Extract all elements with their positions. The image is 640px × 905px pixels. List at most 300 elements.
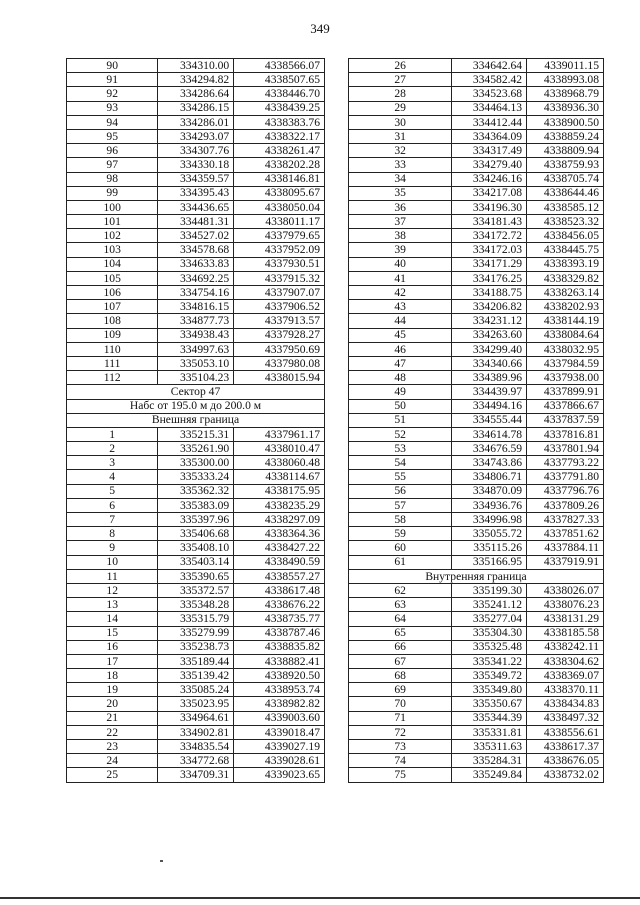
point-number: 1 [67, 427, 158, 441]
x-coordinate: 334464.13 [452, 101, 527, 115]
point-number: 61 [349, 555, 452, 569]
y-coordinate: 4338010.47 [234, 442, 325, 456]
x-coordinate: 335348.28 [158, 598, 234, 612]
sector-title-row [67, 385, 325, 399]
table-row [349, 527, 604, 541]
x-coordinate: 334582.42 [452, 73, 527, 87]
y-coordinate: 4338084.64 [527, 328, 604, 342]
table-row [349, 456, 604, 470]
x-coordinate: 334692.25 [158, 271, 234, 285]
point-number: 56 [349, 484, 452, 498]
point-number: 48 [349, 371, 452, 385]
y-coordinate: 4338617.37 [527, 740, 604, 754]
page-number: 349 [310, 21, 330, 36]
x-coordinate: 334172.72 [452, 229, 527, 243]
point-number: 105 [67, 271, 158, 285]
table-row [67, 314, 325, 328]
x-coordinate: 334389.96 [452, 371, 527, 385]
table-row [67, 229, 325, 243]
table-row [67, 711, 325, 725]
y-coordinate: 4338369.07 [527, 669, 604, 683]
table-row [67, 484, 325, 498]
table-row [349, 555, 604, 569]
sector-subtitle: Набс от 195.0 м до 200.0 м [67, 399, 325, 413]
table-row [67, 73, 325, 87]
y-coordinate: 4337791.80 [527, 470, 604, 484]
left-coordinates-table [66, 58, 325, 783]
y-coordinate: 4338920.50 [234, 669, 325, 683]
point-number: 9 [67, 541, 158, 555]
point-number: 100 [67, 200, 158, 214]
y-coordinate: 4338261.47 [234, 144, 325, 158]
y-coordinate: 4338900.50 [527, 115, 604, 129]
point-number: 90 [67, 59, 158, 73]
y-coordinate: 4339003.60 [234, 711, 325, 725]
x-coordinate: 335403.14 [158, 555, 234, 569]
table-row [349, 598, 604, 612]
x-coordinate: 335331.81 [452, 725, 527, 739]
y-coordinate: 4338370.11 [527, 683, 604, 697]
point-number: 72 [349, 725, 452, 739]
x-coordinate: 334294.82 [158, 73, 234, 87]
y-coordinate: 4338329.82 [527, 271, 604, 285]
point-number: 95 [67, 129, 158, 143]
table-row [67, 442, 325, 456]
point-number: 40 [349, 257, 452, 271]
point-number: 91 [67, 73, 158, 87]
point-number: 11 [67, 569, 158, 583]
x-coordinate: 334997.63 [158, 342, 234, 356]
table-row [67, 754, 325, 768]
table-row [67, 612, 325, 626]
table-row [349, 59, 604, 73]
x-coordinate: 335189.44 [158, 654, 234, 668]
point-number: 16 [67, 640, 158, 654]
x-coordinate: 335284.31 [452, 754, 527, 768]
table-row [349, 470, 604, 484]
table-row [349, 399, 604, 413]
point-number: 21 [67, 711, 158, 725]
y-coordinate: 4337796.76 [527, 484, 604, 498]
x-coordinate: 334996.98 [452, 513, 527, 527]
x-coordinate: 334902.81 [158, 725, 234, 739]
point-number: 44 [349, 314, 452, 328]
table-row [349, 172, 604, 186]
x-coordinate: 334279.40 [452, 158, 527, 172]
y-coordinate: 4338835.82 [234, 640, 325, 654]
point-number: 39 [349, 243, 452, 257]
x-coordinate: 334317.49 [452, 144, 527, 158]
point-number: 37 [349, 215, 452, 229]
y-coordinate: 4337919.91 [527, 555, 604, 569]
x-coordinate: 334614.78 [452, 427, 527, 441]
point-number: 107 [67, 300, 158, 314]
y-coordinate: 4337899.91 [527, 385, 604, 399]
y-coordinate: 4338732.02 [527, 768, 604, 782]
x-coordinate: 334340.66 [452, 356, 527, 370]
x-coordinate: 334286.64 [158, 87, 234, 101]
y-coordinate: 4338936.30 [527, 101, 604, 115]
table-row [67, 470, 325, 484]
x-coordinate: 334246.16 [452, 172, 527, 186]
x-coordinate: 335390.65 [158, 569, 234, 583]
y-coordinate: 4338859.24 [527, 129, 604, 143]
point-number: 53 [349, 442, 452, 456]
table-row [349, 215, 604, 229]
x-coordinate: 335406.68 [158, 527, 234, 541]
table-row [67, 101, 325, 115]
point-number: 65 [349, 626, 452, 640]
y-coordinate: 4338523.32 [527, 215, 604, 229]
x-coordinate: 334436.65 [158, 200, 234, 214]
point-number: 109 [67, 328, 158, 342]
table-row [67, 697, 325, 711]
x-coordinate: 334181.43 [452, 215, 527, 229]
y-coordinate: 4337938.00 [527, 371, 604, 385]
table-row [349, 654, 604, 668]
table-row [67, 257, 325, 271]
point-number: 106 [67, 286, 158, 300]
point-number: 7 [67, 513, 158, 527]
x-coordinate: 335199.30 [452, 583, 527, 597]
point-number: 43 [349, 300, 452, 314]
x-coordinate: 335325.48 [452, 640, 527, 654]
table-row [67, 725, 325, 739]
point-number: 22 [67, 725, 158, 739]
y-coordinate: 4337809.26 [527, 498, 604, 512]
point-number: 13 [67, 598, 158, 612]
y-coordinate: 4337851.62 [527, 527, 604, 541]
point-number: 64 [349, 612, 452, 626]
y-coordinate: 4337816.81 [527, 427, 604, 441]
x-coordinate: 334555.44 [452, 413, 527, 427]
y-coordinate: 4338676.22 [234, 598, 325, 612]
x-coordinate: 334395.43 [158, 186, 234, 200]
table-row [349, 626, 604, 640]
point-number: 10 [67, 555, 158, 569]
table-row [67, 356, 325, 370]
y-coordinate: 4338585.12 [527, 200, 604, 214]
point-number: 25 [67, 768, 158, 782]
y-coordinate: 4337913.57 [234, 314, 325, 328]
x-coordinate: 335238.73 [158, 640, 234, 654]
y-coordinate: 4338015.94 [234, 371, 325, 385]
table-row [349, 612, 604, 626]
y-coordinate: 4337793.22 [527, 456, 604, 470]
x-coordinate: 335349.80 [452, 683, 527, 697]
x-coordinate: 334206.82 [452, 300, 527, 314]
point-number: 108 [67, 314, 158, 328]
y-coordinate: 4338202.93 [527, 300, 604, 314]
point-number: 5 [67, 484, 158, 498]
y-coordinate: 4337928.27 [234, 328, 325, 342]
page-bottom-edge [0, 897, 640, 899]
y-coordinate: 4338146.81 [234, 172, 325, 186]
x-coordinate: 334196.30 [452, 200, 527, 214]
y-coordinate: 4339028.61 [234, 754, 325, 768]
point-number: 18 [67, 669, 158, 683]
table-row [67, 527, 325, 541]
x-coordinate: 334772.68 [158, 754, 234, 768]
y-coordinate: 4337837.59 [527, 413, 604, 427]
y-coordinate: 4338095.67 [234, 186, 325, 200]
point-number: 103 [67, 243, 158, 257]
y-coordinate: 4337866.67 [527, 399, 604, 413]
right-coordinates-table [348, 58, 604, 783]
point-number: 50 [349, 399, 452, 413]
point-number: 55 [349, 470, 452, 484]
point-number: 97 [67, 158, 158, 172]
x-coordinate: 334263.60 [452, 328, 527, 342]
x-coordinate: 334523.68 [452, 87, 527, 101]
table-row [67, 427, 325, 441]
table-row [349, 271, 604, 285]
x-coordinate: 335344.39 [452, 711, 527, 725]
table-row [67, 87, 325, 101]
y-coordinate: 4338076.23 [527, 598, 604, 612]
y-coordinate: 4338026.07 [527, 583, 604, 597]
x-coordinate: 334816.15 [158, 300, 234, 314]
y-coordinate: 4338446.70 [234, 87, 325, 101]
table-row [67, 129, 325, 143]
point-number: 26 [349, 59, 452, 73]
x-coordinate: 335408.10 [158, 541, 234, 555]
x-coordinate: 334412.44 [452, 115, 527, 129]
point-number: 35 [349, 186, 452, 200]
x-coordinate: 334642.64 [452, 59, 527, 73]
x-coordinate: 334676.59 [452, 442, 527, 456]
outer-boundary-heading: Внешняя граница [67, 413, 325, 427]
left-table-body [67, 59, 325, 783]
table-row [67, 371, 325, 385]
table-row [349, 87, 604, 101]
point-number: 67 [349, 654, 452, 668]
table-row [349, 498, 604, 512]
x-coordinate: 334481.31 [158, 215, 234, 229]
y-coordinate: 4338490.59 [234, 555, 325, 569]
y-coordinate: 4338427.22 [234, 541, 325, 555]
y-coordinate: 4338185.58 [527, 626, 604, 640]
table-row [349, 200, 604, 214]
table-row [67, 569, 325, 583]
y-coordinate: 4337930.51 [234, 257, 325, 271]
table-row [67, 342, 325, 356]
table-row [349, 640, 604, 654]
table-row [349, 371, 604, 385]
x-coordinate: 334578.68 [158, 243, 234, 257]
point-number: 31 [349, 129, 452, 143]
y-coordinate: 4337961.17 [234, 427, 325, 441]
table-row [349, 314, 604, 328]
y-coordinate: 4337884.11 [527, 541, 604, 555]
x-coordinate: 335333.24 [158, 470, 234, 484]
x-coordinate: 334870.09 [452, 484, 527, 498]
x-coordinate: 335115.26 [452, 541, 527, 555]
point-number: 70 [349, 697, 452, 711]
y-coordinate: 4337801.94 [527, 442, 604, 456]
table-row [349, 257, 604, 271]
point-number: 52 [349, 427, 452, 441]
table-row [349, 328, 604, 342]
x-coordinate: 335139.42 [158, 669, 234, 683]
point-number: 3 [67, 456, 158, 470]
x-coordinate: 335241.12 [452, 598, 527, 612]
point-number: 99 [67, 186, 158, 200]
table-row [67, 541, 325, 555]
x-coordinate: 334286.15 [158, 101, 234, 115]
point-number: 34 [349, 172, 452, 186]
point-number: 42 [349, 286, 452, 300]
x-coordinate: 334217.08 [452, 186, 527, 200]
point-number: 112 [67, 371, 158, 385]
y-coordinate: 4338322.17 [234, 129, 325, 143]
table-row [67, 158, 325, 172]
x-coordinate: 334293.07 [158, 129, 234, 143]
x-coordinate: 335341.22 [452, 654, 527, 668]
y-coordinate: 4338434.83 [527, 697, 604, 711]
y-coordinate: 4337907.07 [234, 286, 325, 300]
y-coordinate: 4338644.46 [527, 186, 604, 200]
point-number: 75 [349, 768, 452, 782]
table-row [349, 513, 604, 527]
y-coordinate: 4338235.29 [234, 498, 325, 512]
y-coordinate: 4338060.48 [234, 456, 325, 470]
y-coordinate: 4338242.11 [527, 640, 604, 654]
point-number: 38 [349, 229, 452, 243]
y-coordinate: 4337906.52 [234, 300, 325, 314]
table-row [349, 144, 604, 158]
table-row [349, 725, 604, 739]
table-row [67, 640, 325, 654]
y-coordinate: 4337980.08 [234, 356, 325, 370]
x-coordinate: 335215.31 [158, 427, 234, 441]
x-coordinate: 335053.10 [158, 356, 234, 370]
y-coordinate: 4338759.93 [527, 158, 604, 172]
x-coordinate: 335311.63 [452, 740, 527, 754]
table-row [67, 626, 325, 640]
table-row [67, 200, 325, 214]
x-coordinate: 334176.25 [452, 271, 527, 285]
point-number: 63 [349, 598, 452, 612]
point-number: 20 [67, 697, 158, 711]
table-row [67, 498, 325, 512]
table-row [67, 59, 325, 73]
y-coordinate: 4338705.74 [527, 172, 604, 186]
table-row [349, 541, 604, 555]
table-row [349, 243, 604, 257]
x-coordinate: 334364.09 [452, 129, 527, 143]
y-coordinate: 4338968.79 [527, 87, 604, 101]
table-row [349, 73, 604, 87]
y-coordinate: 4338202.28 [234, 158, 325, 172]
x-coordinate: 334743.86 [452, 456, 527, 470]
point-number: 94 [67, 115, 158, 129]
y-coordinate: 4338809.94 [527, 144, 604, 158]
y-coordinate: 4338439.25 [234, 101, 325, 115]
point-number: 110 [67, 342, 158, 356]
point-number: 23 [67, 740, 158, 754]
table-row [67, 186, 325, 200]
point-number: 46 [349, 342, 452, 356]
x-coordinate: 334307.76 [158, 144, 234, 158]
point-number: 111 [67, 356, 158, 370]
point-number: 69 [349, 683, 452, 697]
table-row [67, 654, 325, 668]
table-row [67, 456, 325, 470]
y-coordinate: 4338297.09 [234, 513, 325, 527]
outer-boundary-heading-row [67, 413, 325, 427]
point-number: 15 [67, 626, 158, 640]
x-coordinate: 335279.99 [158, 626, 234, 640]
table-row [67, 740, 325, 754]
point-number: 30 [349, 115, 452, 129]
x-coordinate: 334494.16 [452, 399, 527, 413]
y-coordinate: 4337984.59 [527, 356, 604, 370]
point-number: 45 [349, 328, 452, 342]
x-coordinate: 334877.73 [158, 314, 234, 328]
table-row [67, 583, 325, 597]
y-coordinate: 4338263.14 [527, 286, 604, 300]
y-coordinate: 4338787.46 [234, 626, 325, 640]
point-number: 2 [67, 442, 158, 456]
point-number: 59 [349, 527, 452, 541]
table-row [349, 669, 604, 683]
y-coordinate: 4337950.69 [234, 342, 325, 356]
point-number: 8 [67, 527, 158, 541]
x-coordinate: 335104.23 [158, 371, 234, 385]
point-number: 66 [349, 640, 452, 654]
table-row [349, 101, 604, 115]
inner-boundary-heading: Внутренняя граница [349, 569, 604, 583]
y-coordinate: 4338497.32 [527, 711, 604, 725]
x-coordinate: 335277.04 [452, 612, 527, 626]
table-row [349, 683, 604, 697]
y-coordinate: 4338882.41 [234, 654, 325, 668]
x-coordinate: 334188.75 [452, 286, 527, 300]
table-row [349, 442, 604, 456]
table-row [349, 186, 604, 200]
table-row [349, 158, 604, 172]
x-coordinate: 334286.01 [158, 115, 234, 129]
point-number: 96 [67, 144, 158, 158]
x-coordinate: 335304.30 [452, 626, 527, 640]
table-row [349, 286, 604, 300]
y-coordinate: 4338617.48 [234, 583, 325, 597]
y-coordinate: 4338507.65 [234, 73, 325, 87]
y-coordinate: 4338383.76 [234, 115, 325, 129]
table-row [67, 555, 325, 569]
table-row [67, 144, 325, 158]
x-coordinate: 334439.97 [452, 385, 527, 399]
table-row [349, 342, 604, 356]
table-row [67, 513, 325, 527]
table-row [349, 697, 604, 711]
y-coordinate: 4338304.62 [527, 654, 604, 668]
table-row [67, 286, 325, 300]
x-coordinate: 334964.61 [158, 711, 234, 725]
y-coordinate: 4338566.07 [234, 59, 325, 73]
y-coordinate: 4339023.65 [234, 768, 325, 782]
x-coordinate: 334835.54 [158, 740, 234, 754]
point-number: 62 [349, 583, 452, 597]
x-coordinate: 334709.31 [158, 768, 234, 782]
x-coordinate: 334359.57 [158, 172, 234, 186]
x-coordinate: 335055.72 [452, 527, 527, 541]
point-number: 14 [67, 612, 158, 626]
x-coordinate: 335085.24 [158, 683, 234, 697]
point-number: 102 [67, 229, 158, 243]
point-number: 47 [349, 356, 452, 370]
